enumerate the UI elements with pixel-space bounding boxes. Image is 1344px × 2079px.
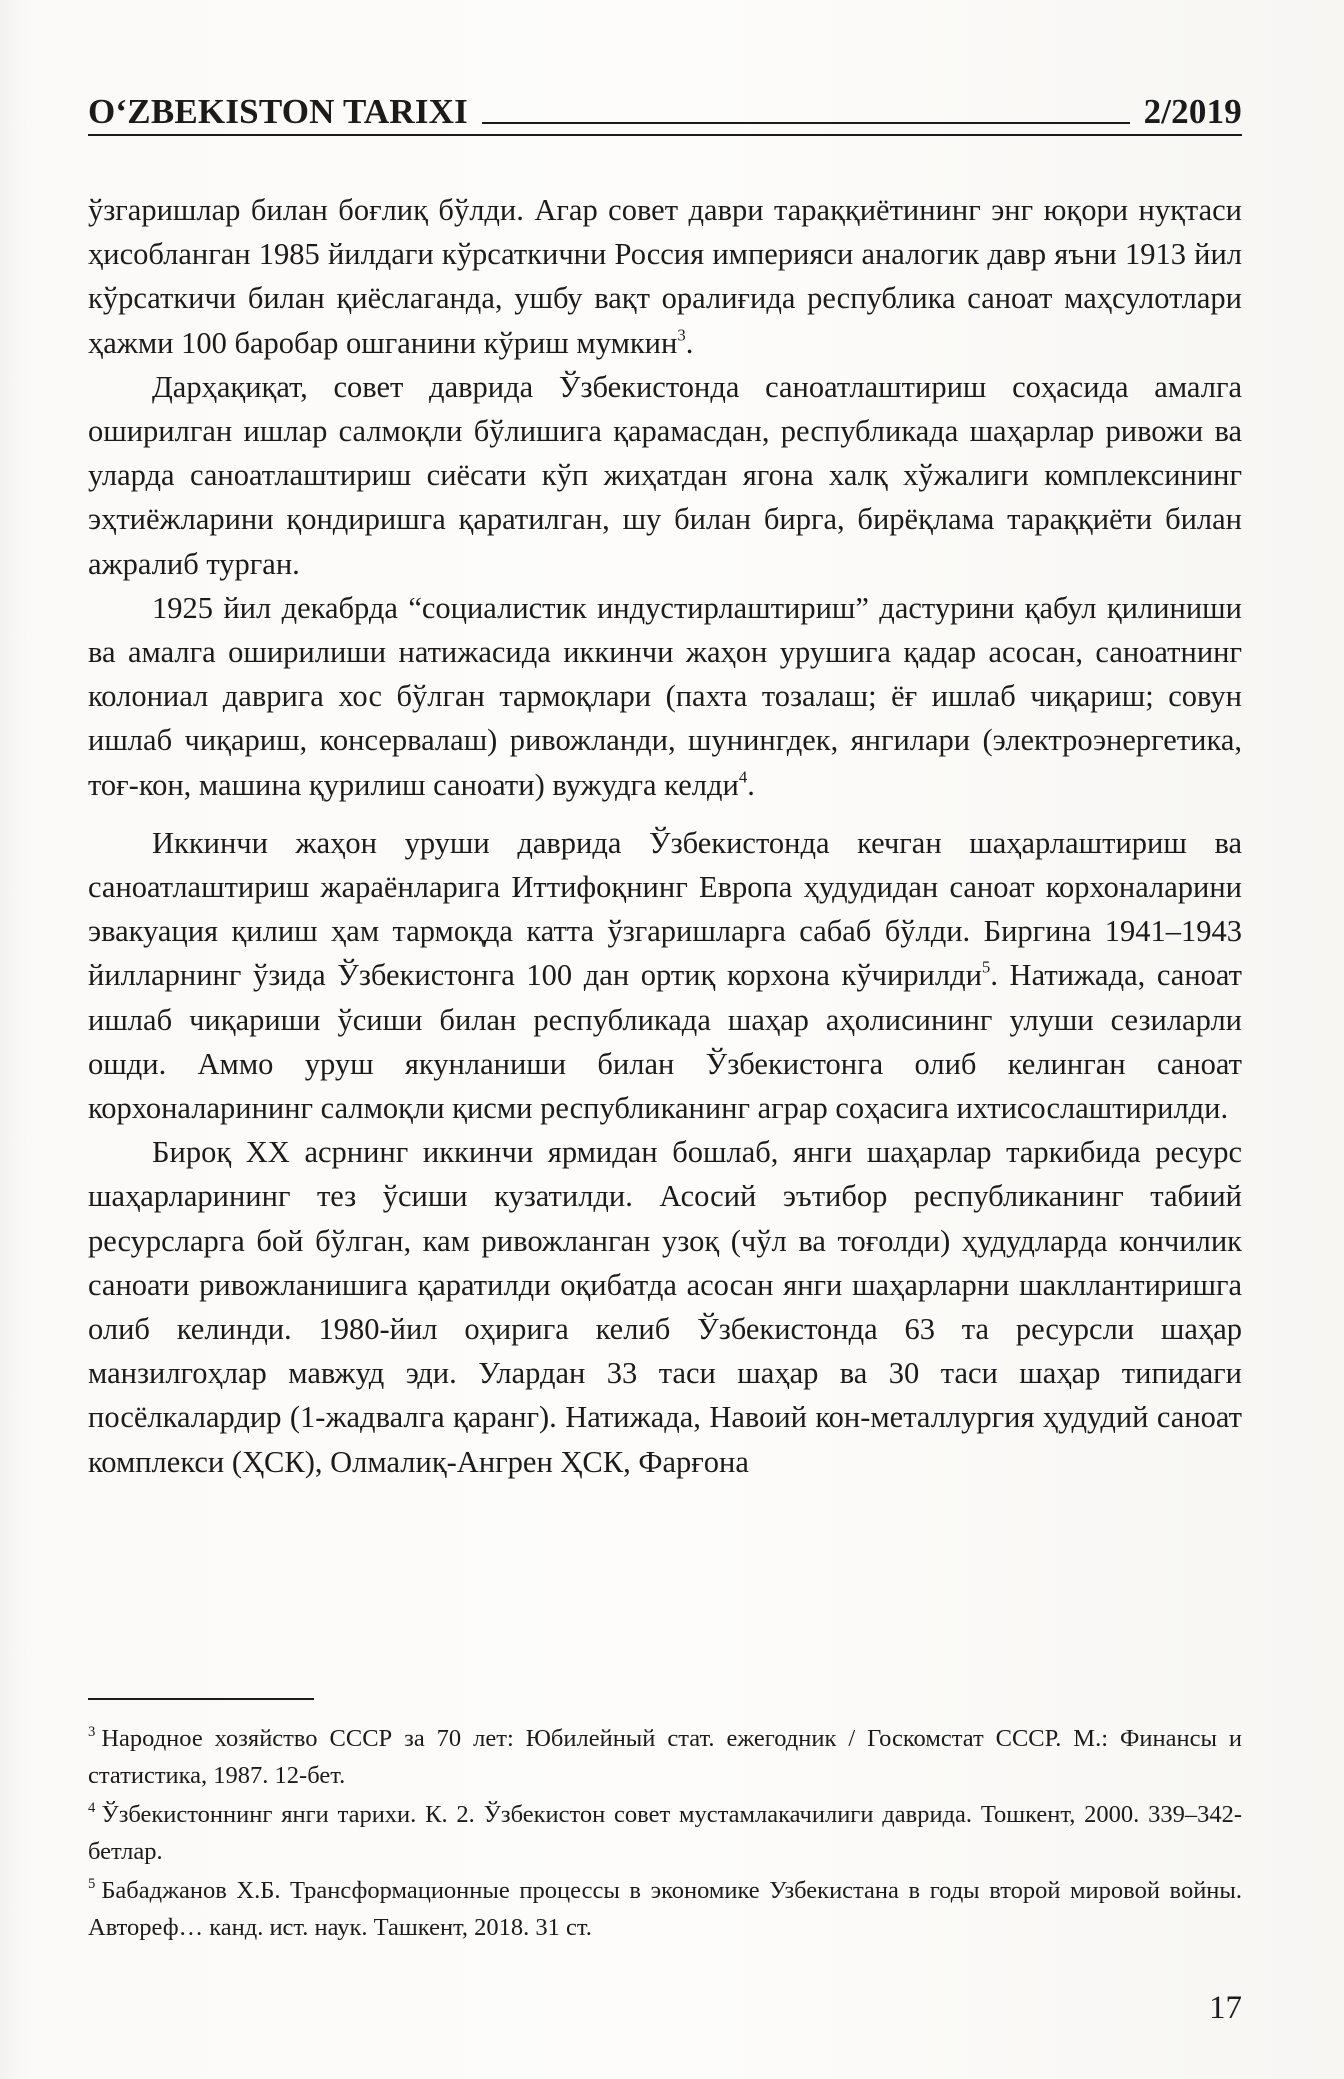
footnote-number: 5 <box>88 1875 96 1892</box>
paragraph-4-text-b: . Натижада, саноат ишлаб чиқариши ўсиши билан республикада шаҳар аҳолисининг улуши сезиларли ошди. Аммо уруш якунланиши билан Ўзбекистонга олиб келинган саноат корхоналарининг салмоқли қисми республиканинг аграр соҳасига ихтисослаштирилди. <box>88 958 1242 1126</box>
article-body <box>88 188 1242 1484</box>
footnote-text: Народное хозяйство СССР за 70 лет: Юбилейный стат. ежегодник / Госкомстат СССР. М.: Финансы и статистика, 1987. 12-бет. <box>88 1725 1242 1789</box>
footnote-separator <box>88 1698 314 1700</box>
paragraph-1 <box>88 188 1242 365</box>
journal-title: O‘ZBEKISTON TARIXI <box>88 92 468 131</box>
paragraph-5: Бироқ XX асрнинг иккинчи ярмидан бошлаб, янги шаҳарлар таркибида ресурс шаҳарларининг тез ўсиши кузатилди. Асосий эътибор республиканинг табиий ресурсларга бой бўлган, кам ривожланган узоқ (чўл ва тоғолди) ҳудудларда кончилик саноати ривожланишига қаратилди оқибатда асосан янги шаҳарларни шакллантиришга олиб келинди. 1980-йил оҳирига келиб Ўзбекистонда 63 та ресурсли шаҳар манзилгоҳлар мавжуд эди. Улардан 33 таси шаҳар ва 30 таси шаҳар типидаги посёлкалардир (1-жадвалга қаранг). Натижада, Навоий кон-металлургия ҳудудий саноат комплекси (ҲСК), Олмалиқ-Ангрен ҲСК, Фарғона <box>88 1135 1242 1479</box>
footnote-text: Ўзбекистоннинг янги тарихи. К. 2. Ўзбекистон совет мустамлакачилиги даврида. Тошкент, 2000. 339–342-бетлар. <box>88 1801 1242 1865</box>
paragraph-4 <box>88 821 1242 1130</box>
footnote-number: 4 <box>88 1799 96 1816</box>
paragraph-1-text: ўзгаришлар билан боғлиқ бўлди. Агар совет даври тараққиётининг энг юқори нуқтаси ҳисобланган 1985 йилдаги кўрсаткични Россия империяси аналогик давр яъни 1913 йил кўрсаткичи билан қиёслаганда, ушбу вақт оралиғида республика саноат маҳсулотлари ҳажми 100 баробар ошганини кўриш мумкин <box>88 193 1242 360</box>
paragraph-4-text-a: Иккинчи жаҳон уруши даврида Ўзбекистонда кечган шаҳарлаштириш ва саноатлаштириш жараёнларига Иттифоқнинг Европа ҳудудидан саноат корхоналарини эвакуация қилиш ҳам тармоқда катта ўзгаришларга сабаб бўлди. Биргина 1941–1943 йилларнинг ўзида Ўзбекистонга 100 дан ортиқ корхона кўчирилди <box>88 825 1242 993</box>
footnote-ref-3: 3 <box>677 325 686 345</box>
issue-number: 2/2019 <box>1143 92 1242 131</box>
footnotes <box>88 1720 1242 1948</box>
running-header <box>88 82 1242 132</box>
footnote-text: Бабаджанов Х.Б. Трансформационные процессы в экономике Узбекистана в годы второй мировой войны. Автореф… канд. ист. наук. Ташкент, 2018. 31 ст. <box>88 1877 1242 1941</box>
footnote-5 <box>88 1872 1242 1946</box>
header-underline <box>88 134 1242 136</box>
page-number: 17 <box>1209 1990 1242 2026</box>
footnote-ref-4: 4 <box>738 767 748 787</box>
paragraph-3-end: . <box>747 767 755 802</box>
footnote-ref-5: 5 <box>981 957 991 977</box>
footnote-3 <box>88 1720 1242 1794</box>
paragraph-1-end: . <box>685 325 694 360</box>
paragraph-3-text: 1925 йил декабрда “социалистик индустирлаштириш” дастурини қабул қилиниши ва амалга оширилиши натижасида иккинчи жаҳон урушига қадар асосан, саноатнинг колониал даврига хос бўлган тармоқлари (пахта тозалаш; ёғ ишлаб чиқариш; совун ишлаб чиқариш, консервалаш) ривожланди, шунингдек, янгилари (электроэнергетика, тоғ-кон, машина қурилиш саноати) вужудга келди <box>88 590 1242 802</box>
header-rule <box>482 121 1130 124</box>
footnote-4 <box>88 1796 1242 1870</box>
footnote-number: 3 <box>88 1723 96 1740</box>
paragraph-3 <box>88 586 1242 807</box>
paragraph-2: Дарҳақиқат, совет даврида Ўзбекистонда саноатлаштириш соҳасида амалга оширилган ишлар салмоқли бўлишига қарамасдан, республикада шаҳарлар ривожи ва уларда саноатлаштириш сиёсати кўп жиҳатдан ягона халқ хўжалиги комплексининг эҳтиёжларини қондиришга қаратилган, шу билан бирга, бирёқлама тараққиёти билан ажралиб турган. <box>88 369 1242 581</box>
